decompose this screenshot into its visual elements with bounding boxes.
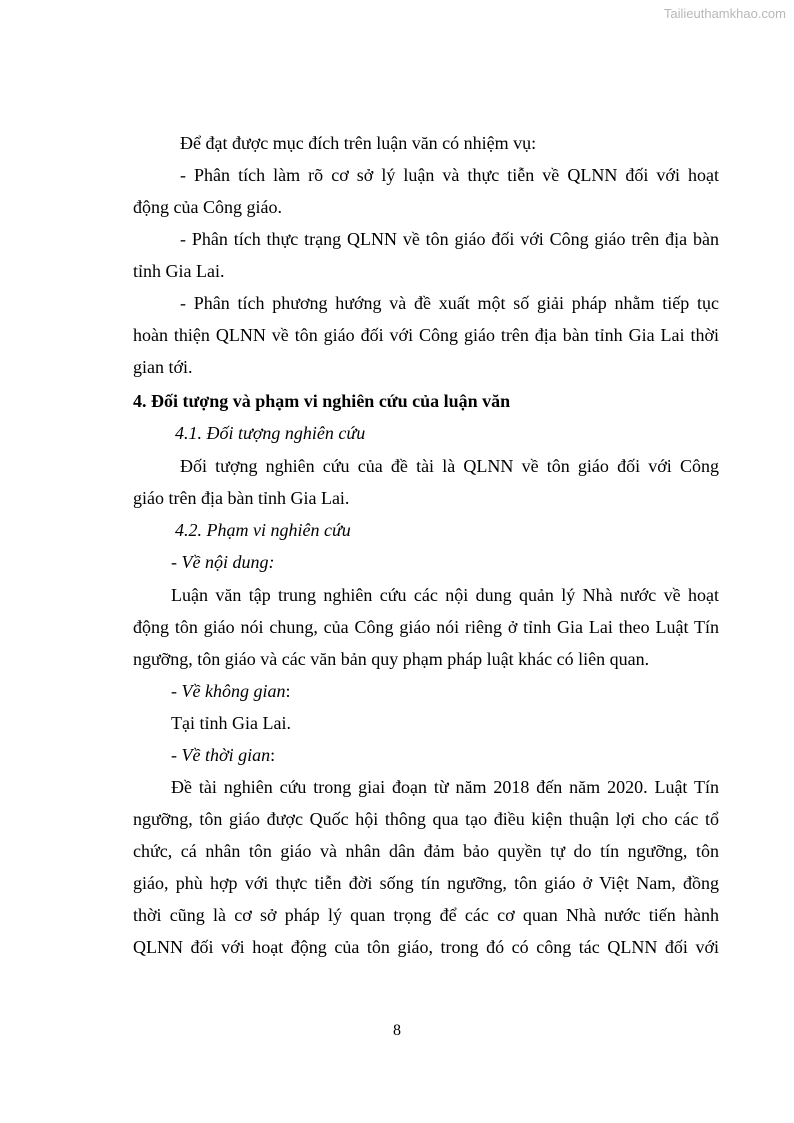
subheading-4-1: 4.1. Đối tượng nghiên cứu: [175, 423, 366, 443]
paragraph-time-line-6: QLNN đối với hoạt động của tôn giáo, trong đó có công tác QLNN đối với: [133, 937, 719, 957]
paragraph-intro: Để đạt được mục đích trên luận văn có nhiệm vụ:: [180, 133, 537, 153]
task-item-1-line-1: - Phân tích làm rõ cơ sở lý luận và thực tiễn về QLNN đối với hoạt: [180, 165, 719, 185]
subheading-4-2: 4.2. Phạm vi nghiên cứu: [175, 520, 351, 540]
paragraph-object-line-1: Đối tượng nghiên cứu của đề tài là QLNN về tôn giáo đối với Công: [180, 456, 719, 476]
task-item-3-line-1: - Phân tích phương hướng và đề xuất một số giải pháp nhằm tiếp tục: [180, 293, 719, 313]
paragraph-object-line-2: giáo trên địa bàn tỉnh Gia Lai.: [133, 488, 350, 508]
paragraph-time-line-2: ngưỡng, tôn giáo được Quốc hội thông qua tạo điều kiện thuận lợi cho các tổ: [133, 809, 719, 829]
task-item-3-line-2: hoàn thiện QLNN về tôn giáo đối với Công giáo trên địa bàn tỉnh Gia Lai thời: [133, 325, 719, 345]
task-item-2-line-1: - Phân tích thực trạng QLNN về tôn giáo đối với Công giáo trên địa bàn: [180, 229, 719, 249]
paragraph-time-line-3: chức, cá nhân tôn giáo và nhân dân đảm bảo quyền tự do tín ngưỡng, tôn: [133, 841, 719, 861]
paragraph-time-line-5: thời cũng là cơ sở pháp lý quan trọng để các cơ quan Nhà nước tiến hành: [133, 905, 719, 925]
task-item-3-line-3: gian tới.: [133, 357, 193, 377]
paragraph-space: Tại tỉnh Gia Lai.: [171, 713, 291, 733]
section-heading-4: 4. Đối tượng và phạm vi nghiên cứu của luận văn: [133, 391, 511, 411]
paragraph-time-line-4: giáo, phù hợp với thực tiễn đời sống tín ngưỡng, tôn giáo ở Việt Nam, đồng: [133, 873, 719, 893]
watermark-text: Tailieuthamkhao.com: [663, 6, 786, 21]
paragraph-time-line-1: Đề tài nghiên cứu trong giai đoạn từ năm 2018 đến năm 2020. Luật Tín: [171, 777, 719, 797]
scope-space-colon: :: [285, 681, 291, 701]
scope-space-label: [171, 680, 290, 702]
scope-time-colon: :: [270, 745, 276, 765]
task-item-2-line-2: tỉnh Gia Lai.: [133, 261, 225, 281]
scope-time-label: [171, 744, 275, 766]
page-number: 8: [393, 1022, 401, 1039]
paragraph-content-line-3: ngưỡng, tôn giáo và các văn bản quy phạm pháp luật khác có liên quan.: [133, 649, 650, 669]
task-item-1-line-2: động của Công giáo.: [133, 197, 282, 217]
paragraph-content-line-2: động tôn giáo nói chung, của Công giáo nói riêng ở tỉnh Gia Lai theo Luật Tín: [133, 617, 719, 637]
scope-content-label: - Về nội dung:: [171, 552, 275, 572]
paragraph-content-line-1: Luận văn tập trung nghiên cứu các nội dung quản lý Nhà nước về hoạt: [171, 585, 719, 605]
scope-time-label-text: - Về thời gian: [171, 745, 271, 765]
scope-space-label-text: - Về không gian: [171, 681, 286, 701]
